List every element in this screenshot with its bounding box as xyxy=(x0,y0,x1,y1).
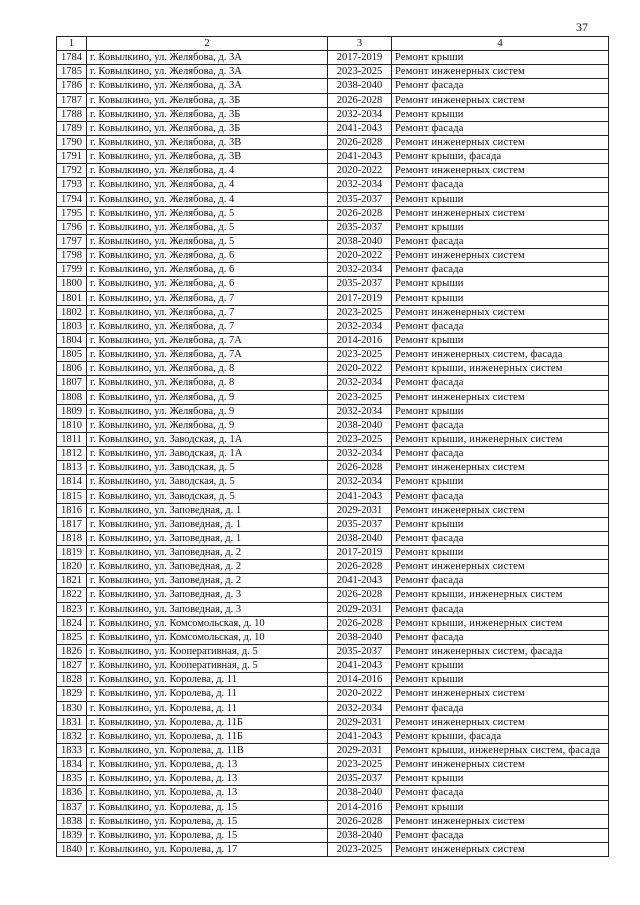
period-cell: 2026-2028 xyxy=(328,461,392,475)
row-number-cell: 1809 xyxy=(57,404,87,418)
work-type-cell: Ремонт инженерных систем xyxy=(392,687,609,701)
row-number-cell: 1833 xyxy=(57,744,87,758)
table-row xyxy=(57,574,609,588)
address-cell: г. Ковылкино, ул. Заводская, д. 1А xyxy=(87,432,328,446)
work-type-cell: Ремонт крыши xyxy=(392,51,609,65)
table-row xyxy=(57,220,609,234)
work-type-cell: Ремонт крыши xyxy=(392,772,609,786)
period-cell: 2038-2040 xyxy=(328,828,392,842)
period-cell: 2026-2028 xyxy=(328,206,392,220)
address-cell: г. Ковылкино, ул. Заводская, д. 5 xyxy=(87,461,328,475)
work-type-cell: Ремонт фасада xyxy=(392,376,609,390)
period-cell: 2032-2034 xyxy=(328,319,392,333)
address-cell: г. Ковылкино, ул. Королева, д. 15 xyxy=(87,828,328,842)
table-row xyxy=(57,93,609,107)
work-type-cell: Ремонт крыши xyxy=(392,659,609,673)
work-type-cell: Ремонт крыши, инженерных систем, фасада xyxy=(392,744,609,758)
work-type-cell: Ремонт фасада xyxy=(392,319,609,333)
period-cell: 2032-2034 xyxy=(328,107,392,121)
period-cell: 2029-2031 xyxy=(328,602,392,616)
work-type-cell: Ремонт крыши xyxy=(392,475,609,489)
work-type-cell: Ремонт фасада xyxy=(392,574,609,588)
table-row xyxy=(57,51,609,65)
table-row xyxy=(57,206,609,220)
period-cell: 2026-2028 xyxy=(328,560,392,574)
address-cell: г. Ковылкино, ул. Желябова, д. 3Б xyxy=(87,93,328,107)
table-body xyxy=(57,51,609,857)
work-type-cell: Ремонт крыши xyxy=(392,546,609,560)
address-cell: г. Ковылкино, ул. Королева, д. 11 xyxy=(87,687,328,701)
row-number-cell: 1839 xyxy=(57,828,87,842)
row-number-cell: 1802 xyxy=(57,305,87,319)
row-number-cell: 1788 xyxy=(57,107,87,121)
work-type-cell: Ремонт инженерных систем xyxy=(392,843,609,857)
row-number-cell: 1789 xyxy=(57,121,87,135)
address-cell: г. Ковылкино, ул. Заповедная, д. 3 xyxy=(87,602,328,616)
period-cell: 2038-2040 xyxy=(328,630,392,644)
period-cell: 2032-2034 xyxy=(328,447,392,461)
period-cell: 2020-2022 xyxy=(328,687,392,701)
table-row xyxy=(57,192,609,206)
row-number-cell: 1814 xyxy=(57,475,87,489)
table-row xyxy=(57,107,609,121)
table-row xyxy=(57,786,609,800)
table-row xyxy=(57,814,609,828)
row-number-cell: 1817 xyxy=(57,517,87,531)
period-cell: 2035-2037 xyxy=(328,772,392,786)
work-type-cell: Ремонт фасада xyxy=(392,630,609,644)
period-cell: 2035-2037 xyxy=(328,645,392,659)
address-cell: г. Ковылкино, ул. Королева, д. 11Б xyxy=(87,715,328,729)
address-cell: г. Ковылкино, ул. Комсомольская, д. 10 xyxy=(87,616,328,630)
address-cell: г. Ковылкино, ул. Королева, д. 15 xyxy=(87,800,328,814)
row-number-cell: 1807 xyxy=(57,376,87,390)
table-row xyxy=(57,588,609,602)
table-row xyxy=(57,79,609,93)
row-number-cell: 1815 xyxy=(57,489,87,503)
period-cell: 2029-2031 xyxy=(328,503,392,517)
work-type-cell: Ремонт фасада xyxy=(392,786,609,800)
table-row xyxy=(57,546,609,560)
table-row xyxy=(57,645,609,659)
work-type-cell: Ремонт крыши xyxy=(392,333,609,347)
period-cell: 2020-2022 xyxy=(328,362,392,376)
table-row xyxy=(57,234,609,248)
address-cell: г. Ковылкино, ул. Заповедная, д. 1 xyxy=(87,517,328,531)
address-cell: г. Ковылкино, ул. Желябова, д. 5 xyxy=(87,234,328,248)
work-type-cell: Ремонт инженерных систем xyxy=(392,814,609,828)
address-cell: г. Ковылкино, ул. Заводская, д. 5 xyxy=(87,475,328,489)
address-cell: г. Ковылкино, ул. Королева, д. 13 xyxy=(87,786,328,800)
table-row xyxy=(57,319,609,333)
row-number-cell: 1798 xyxy=(57,249,87,263)
table-row xyxy=(57,263,609,277)
address-cell: г. Ковылкино, ул. Желябова, д. 7А xyxy=(87,333,328,347)
work-type-cell: Ремонт крыши xyxy=(392,800,609,814)
period-cell: 2035-2037 xyxy=(328,220,392,234)
table-row xyxy=(57,503,609,517)
work-type-cell: Ремонт фасада xyxy=(392,178,609,192)
table-row xyxy=(57,828,609,842)
period-cell: 2017-2019 xyxy=(328,546,392,560)
period-cell: 2038-2040 xyxy=(328,79,392,93)
row-number-cell: 1793 xyxy=(57,178,87,192)
column-header-period: 3 xyxy=(328,37,392,51)
address-cell: г. Ковылкино, ул. Кооперативная, д. 5 xyxy=(87,659,328,673)
row-number-cell: 1818 xyxy=(57,531,87,545)
address-cell: г. Ковылкино, ул. Желябова, д. 8 xyxy=(87,362,328,376)
table-row xyxy=(57,348,609,362)
table-row xyxy=(57,135,609,149)
period-cell: 2017-2019 xyxy=(328,51,392,65)
period-cell: 2041-2043 xyxy=(328,489,392,503)
address-cell: г. Ковылкино, ул. Заповедная, д. 1 xyxy=(87,503,328,517)
row-number-cell: 1810 xyxy=(57,418,87,432)
table-row xyxy=(57,744,609,758)
period-cell: 2035-2037 xyxy=(328,277,392,291)
table-row xyxy=(57,772,609,786)
work-type-cell: Ремонт крыши xyxy=(392,107,609,121)
row-number-cell: 1830 xyxy=(57,701,87,715)
address-cell: г. Ковылкино, ул. Королева, д. 15 xyxy=(87,814,328,828)
period-cell: 2026-2028 xyxy=(328,616,392,630)
address-cell: г. Ковылкино, ул. Королева, д. 13 xyxy=(87,772,328,786)
row-number-cell: 1787 xyxy=(57,93,87,107)
period-cell: 2026-2028 xyxy=(328,814,392,828)
work-type-cell: Ремонт инженерных систем xyxy=(392,560,609,574)
column-header-work: 4 xyxy=(392,37,609,51)
table-row xyxy=(57,164,609,178)
table-row xyxy=(57,418,609,432)
address-cell: г. Ковылкино, ул. Королева, д. 11Б xyxy=(87,729,328,743)
column-header-address: 2 xyxy=(87,37,328,51)
row-number-cell: 1799 xyxy=(57,263,87,277)
address-cell: г. Ковылкино, ул. Королева, д. 11 xyxy=(87,673,328,687)
work-type-cell: Ремонт крыши, инженерных систем xyxy=(392,588,609,602)
period-cell: 2035-2037 xyxy=(328,517,392,531)
column-header-number: 1 xyxy=(57,37,87,51)
row-number-cell: 1786 xyxy=(57,79,87,93)
address-cell: г. Ковылкино, ул. Желябова, д. 3А xyxy=(87,51,328,65)
period-cell: 2029-2031 xyxy=(328,744,392,758)
period-cell: 2026-2028 xyxy=(328,588,392,602)
row-number-cell: 1819 xyxy=(57,546,87,560)
work-type-cell: Ремонт крыши xyxy=(392,404,609,418)
work-type-cell: Ремонт фасада xyxy=(392,489,609,503)
period-cell: 2032-2034 xyxy=(328,701,392,715)
row-number-cell: 1828 xyxy=(57,673,87,687)
row-number-cell: 1784 xyxy=(57,51,87,65)
table-row xyxy=(57,178,609,192)
period-cell: 2032-2034 xyxy=(328,376,392,390)
work-type-cell: Ремонт фасада xyxy=(392,418,609,432)
row-number-cell: 1796 xyxy=(57,220,87,234)
address-cell: г. Ковылкино, ул. Кооперативная, д. 5 xyxy=(87,645,328,659)
row-number-cell: 1812 xyxy=(57,447,87,461)
row-number-cell: 1835 xyxy=(57,772,87,786)
work-type-cell: Ремонт инженерных систем xyxy=(392,503,609,517)
table-row xyxy=(57,673,609,687)
address-cell: г. Ковылкино, ул. Желябова, д. 7А xyxy=(87,348,328,362)
table-row xyxy=(57,305,609,319)
work-type-cell: Ремонт фасада xyxy=(392,121,609,135)
row-number-cell: 1832 xyxy=(57,729,87,743)
address-cell: г. Ковылкино, ул. Королева, д. 11В xyxy=(87,744,328,758)
period-cell: 2032-2034 xyxy=(328,475,392,489)
row-number-cell: 1803 xyxy=(57,319,87,333)
row-number-cell: 1831 xyxy=(57,715,87,729)
table-row xyxy=(57,715,609,729)
work-type-cell: Ремонт крыши, фасада xyxy=(392,150,609,164)
table-row xyxy=(57,701,609,715)
work-type-cell: Ремонт крыши, инженерных систем xyxy=(392,362,609,376)
address-cell: г. Ковылкино, ул. Желябова, д. 3В xyxy=(87,150,328,164)
address-cell: г. Ковылкино, ул. Желябова, д. 3А xyxy=(87,65,328,79)
work-type-cell: Ремонт фасада xyxy=(392,701,609,715)
period-cell: 2026-2028 xyxy=(328,135,392,149)
work-type-cell: Ремонт фасада xyxy=(392,531,609,545)
work-type-cell: Ремонт инженерных систем xyxy=(392,249,609,263)
table-row xyxy=(57,432,609,446)
table-row xyxy=(57,390,609,404)
row-number-cell: 1816 xyxy=(57,503,87,517)
row-number-cell: 1825 xyxy=(57,630,87,644)
period-cell: 2023-2025 xyxy=(328,348,392,362)
work-type-cell: Ремонт крыши xyxy=(392,673,609,687)
period-cell: 2041-2043 xyxy=(328,121,392,135)
period-cell: 2023-2025 xyxy=(328,758,392,772)
period-cell: 2026-2028 xyxy=(328,93,392,107)
work-type-cell: Ремонт крыши xyxy=(392,277,609,291)
row-number-cell: 1822 xyxy=(57,588,87,602)
table-row xyxy=(57,602,609,616)
address-cell: г. Ковылкино, ул. Заводская, д. 1А xyxy=(87,447,328,461)
work-type-cell: Ремонт крыши xyxy=(392,291,609,305)
table-row xyxy=(57,362,609,376)
row-number-cell: 1823 xyxy=(57,602,87,616)
period-cell: 2014-2016 xyxy=(328,673,392,687)
work-type-cell: Ремонт инженерных систем xyxy=(392,305,609,319)
table-row xyxy=(57,249,609,263)
address-cell: г. Ковылкино, ул. Желябова, д. 4 xyxy=(87,178,328,192)
work-type-cell: Ремонт фасада xyxy=(392,447,609,461)
row-number-cell: 1829 xyxy=(57,687,87,701)
row-number-cell: 1800 xyxy=(57,277,87,291)
work-type-cell: Ремонт инженерных систем xyxy=(392,65,609,79)
work-type-cell: Ремонт фасада xyxy=(392,828,609,842)
address-cell: г. Ковылкино, ул. Заповедная, д. 2 xyxy=(87,546,328,560)
row-number-cell: 1834 xyxy=(57,758,87,772)
address-cell: г. Ковылкино, ул. Желябова, д. 7 xyxy=(87,319,328,333)
row-number-cell: 1836 xyxy=(57,786,87,800)
table-row xyxy=(57,729,609,743)
address-cell: г. Ковылкино, ул. Желябова, д. 7 xyxy=(87,291,328,305)
table-row xyxy=(57,630,609,644)
table-row xyxy=(57,758,609,772)
period-cell: 2023-2025 xyxy=(328,432,392,446)
period-cell: 2035-2037 xyxy=(328,192,392,206)
work-type-cell: Ремонт инженерных систем xyxy=(392,164,609,178)
work-type-cell: Ремонт крыши, инженерных систем xyxy=(392,432,609,446)
address-cell: г. Ковылкино, ул. Заповедная, д. 3 xyxy=(87,588,328,602)
work-type-cell: Ремонт фасада xyxy=(392,234,609,248)
period-cell: 2017-2019 xyxy=(328,291,392,305)
row-number-cell: 1813 xyxy=(57,461,87,475)
row-number-cell: 1792 xyxy=(57,164,87,178)
table-row xyxy=(57,291,609,305)
row-number-cell: 1808 xyxy=(57,390,87,404)
address-cell: г. Ковылкино, ул. Желябова, д. 6 xyxy=(87,263,328,277)
address-cell: г. Ковылкино, ул. Желябова, д. 3Б xyxy=(87,121,328,135)
row-number-cell: 1795 xyxy=(57,206,87,220)
work-type-cell: Ремонт инженерных систем xyxy=(392,135,609,149)
table-row xyxy=(57,404,609,418)
table-row xyxy=(57,376,609,390)
row-number-cell: 1794 xyxy=(57,192,87,206)
table-header-row xyxy=(57,37,609,51)
row-number-cell: 1820 xyxy=(57,560,87,574)
address-cell: г. Ковылкино, ул. Желябова, д. 6 xyxy=(87,249,328,263)
period-cell: 2023-2025 xyxy=(328,390,392,404)
period-cell: 2014-2016 xyxy=(328,333,392,347)
row-number-cell: 1806 xyxy=(57,362,87,376)
row-number-cell: 1811 xyxy=(57,432,87,446)
address-cell: г. Ковылкино, ул. Желябова, д. 3В xyxy=(87,135,328,149)
repair-schedule-table xyxy=(56,36,609,857)
address-cell: г. Ковылкино, ул. Заповедная, д. 1 xyxy=(87,531,328,545)
row-number-cell: 1824 xyxy=(57,616,87,630)
address-cell: г. Ковылкино, ул. Желябова, д. 4 xyxy=(87,192,328,206)
work-type-cell: Ремонт крыши, фасада xyxy=(392,729,609,743)
period-cell: 2023-2025 xyxy=(328,843,392,857)
period-cell: 2041-2043 xyxy=(328,574,392,588)
row-number-cell: 1837 xyxy=(57,800,87,814)
address-cell: г. Ковылкино, ул. Желябова, д. 9 xyxy=(87,404,328,418)
period-cell: 2023-2025 xyxy=(328,65,392,79)
period-cell: 2041-2043 xyxy=(328,150,392,164)
work-type-cell: Ремонт фасада xyxy=(392,602,609,616)
page-number: 37 xyxy=(576,20,588,34)
table-row xyxy=(57,800,609,814)
table-row xyxy=(57,687,609,701)
table-row xyxy=(57,461,609,475)
address-cell: г. Ковылкино, ул. Желябова, д. 8 xyxy=(87,376,328,390)
row-number-cell: 1801 xyxy=(57,291,87,305)
table-row xyxy=(57,843,609,857)
work-type-cell: Ремонт инженерных систем xyxy=(392,206,609,220)
work-type-cell: Ремонт крыши xyxy=(392,220,609,234)
period-cell: 2020-2022 xyxy=(328,164,392,178)
work-type-cell: Ремонт фасада xyxy=(392,263,609,277)
row-number-cell: 1797 xyxy=(57,234,87,248)
period-cell: 2038-2040 xyxy=(328,786,392,800)
table-row xyxy=(57,277,609,291)
row-number-cell: 1790 xyxy=(57,135,87,149)
row-number-cell: 1826 xyxy=(57,645,87,659)
row-number-cell: 1791 xyxy=(57,150,87,164)
table-row xyxy=(57,150,609,164)
period-cell: 2032-2034 xyxy=(328,404,392,418)
address-cell: г. Ковылкино, ул. Королева, д. 11 xyxy=(87,701,328,715)
address-cell: г. Ковылкино, ул. Комсомольская, д. 10 xyxy=(87,630,328,644)
table-row xyxy=(57,489,609,503)
work-type-cell: Ремонт инженерных систем xyxy=(392,758,609,772)
table-row xyxy=(57,447,609,461)
address-cell: г. Ковылкино, ул. Желябова, д. 6 xyxy=(87,277,328,291)
table-row xyxy=(57,531,609,545)
work-type-cell: Ремонт крыши xyxy=(392,192,609,206)
work-type-cell: Ремонт инженерных систем xyxy=(392,461,609,475)
address-cell: г. Ковылкино, ул. Заповедная, д. 2 xyxy=(87,574,328,588)
address-cell: г. Ковылкино, ул. Желябова, д. 3Б xyxy=(87,107,328,121)
table-row xyxy=(57,616,609,630)
period-cell: 2038-2040 xyxy=(328,418,392,432)
row-number-cell: 1785 xyxy=(57,65,87,79)
work-type-cell: Ремонт инженерных систем xyxy=(392,390,609,404)
period-cell: 2029-2031 xyxy=(328,715,392,729)
address-cell: г. Ковылкино, ул. Желябова, д. 3А xyxy=(87,79,328,93)
period-cell: 2032-2034 xyxy=(328,178,392,192)
row-number-cell: 1840 xyxy=(57,843,87,857)
work-type-cell: Ремонт инженерных систем, фасада xyxy=(392,645,609,659)
work-type-cell: Ремонт крыши, инженерных систем xyxy=(392,616,609,630)
period-cell: 2038-2040 xyxy=(328,531,392,545)
address-cell: г. Ковылкино, ул. Желябова, д. 9 xyxy=(87,418,328,432)
table-row xyxy=(57,65,609,79)
row-number-cell: 1821 xyxy=(57,574,87,588)
address-cell: г. Ковылкино, ул. Королева, д. 13 xyxy=(87,758,328,772)
table-row xyxy=(57,475,609,489)
table-row xyxy=(57,560,609,574)
address-cell: г. Ковылкино, ул. Желябова, д. 4 xyxy=(87,164,328,178)
period-cell: 2032-2034 xyxy=(328,263,392,277)
address-cell: г. Ковылкино, ул. Королева, д. 17 xyxy=(87,843,328,857)
table-row xyxy=(57,333,609,347)
period-cell: 2041-2043 xyxy=(328,659,392,673)
table-row xyxy=(57,659,609,673)
work-type-cell: Ремонт инженерных систем, фасада xyxy=(392,348,609,362)
table-row xyxy=(57,121,609,135)
row-number-cell: 1805 xyxy=(57,348,87,362)
period-cell: 2020-2022 xyxy=(328,249,392,263)
work-type-cell: Ремонт инженерных систем xyxy=(392,93,609,107)
period-cell: 2038-2040 xyxy=(328,234,392,248)
row-number-cell: 1827 xyxy=(57,659,87,673)
period-cell: 2014-2016 xyxy=(328,800,392,814)
address-cell: г. Ковылкино, ул. Заповедная, д. 2 xyxy=(87,560,328,574)
work-type-cell: Ремонт крыши xyxy=(392,517,609,531)
table-row xyxy=(57,517,609,531)
address-cell: г. Ковылкино, ул. Заводская, д. 5 xyxy=(87,489,328,503)
period-cell: 2041-2043 xyxy=(328,729,392,743)
address-cell: г. Ковылкино, ул. Желябова, д. 9 xyxy=(87,390,328,404)
period-cell: 2023-2025 xyxy=(328,305,392,319)
row-number-cell: 1804 xyxy=(57,333,87,347)
address-cell: г. Ковылкино, ул. Желябова, д. 7 xyxy=(87,305,328,319)
work-type-cell: Ремонт фасада xyxy=(392,79,609,93)
row-number-cell: 1838 xyxy=(57,814,87,828)
address-cell: г. Ковылкино, ул. Желябова, д. 5 xyxy=(87,220,328,234)
work-type-cell: Ремонт инженерных систем xyxy=(392,715,609,729)
address-cell: г. Ковылкино, ул. Желябова, д. 5 xyxy=(87,206,328,220)
